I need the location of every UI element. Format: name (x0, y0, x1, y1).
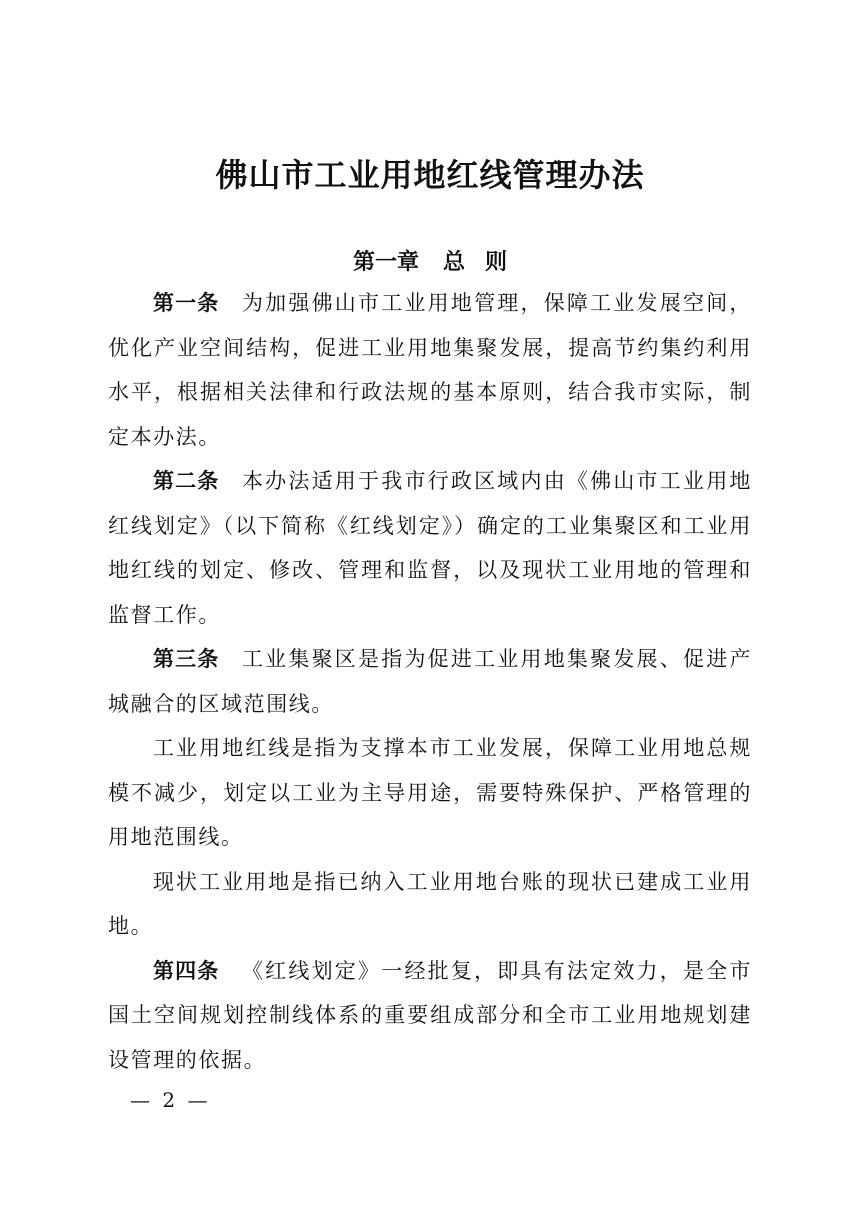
chapter-word-1: 总 (442, 249, 465, 275)
body-text (108, 281, 752, 1082)
article-label: 第二条 (153, 469, 220, 493)
document-title: 佛山市工业用地红线管理办法 (215, 156, 645, 194)
chapter-number: 第一章 (352, 249, 419, 275)
article-text: 本办法适用于我市行政区域内由《佛山市工业用地红线划定》（以下简称《红线划定》）确定的工业集聚区和工业用地红线的划定、修改、管理和监督，以及现状工业用地的管理和监督工作。 (108, 469, 753, 627)
article-label: 第一条 (153, 291, 220, 315)
article-text: 工业集聚区是指为促进工业用地集聚发展、促进产城融合的区域范围线。 (108, 647, 753, 716)
article-label: 第三条 (153, 647, 220, 671)
paragraph-existing-industrial-land (108, 860, 752, 949)
chapter-heading (0, 242, 860, 282)
page-number: — 2 — (130, 1088, 211, 1112)
paragraph-text: 工业用地红线是指为支撑本市工业发展，保障工业用地总规模不减少，划定以工业为主导用途，需要特殊保护、严格管理的用地范围线。 (108, 736, 752, 849)
article-text: 《红线划定》一经批复，即具有法定效力，是全市国土空间规划控制线体系的重要组成部分和全市工业用地规划建设管理的依据。 (108, 958, 753, 1072)
article-2 (108, 459, 752, 637)
paragraph-industrial-red-line (108, 726, 752, 860)
paragraph-text: 现状工业用地是指已纳入工业用地台账的现状已建成工业用地。 (108, 869, 752, 938)
chapter-word-2: 则 (485, 249, 508, 275)
article-label: 第四条 (153, 958, 220, 983)
article-4 (108, 949, 752, 1083)
article-3 (108, 637, 752, 726)
article-text: 为加强佛山市工业用地管理，保障工业发展空间，优化产业空间结构，促进工业用地集聚发展，提高节约集约利用水平，根据相关法律和行政法规的基本原则，结合我市实际，制定本办法。 (108, 291, 753, 449)
article-1 (108, 281, 752, 459)
